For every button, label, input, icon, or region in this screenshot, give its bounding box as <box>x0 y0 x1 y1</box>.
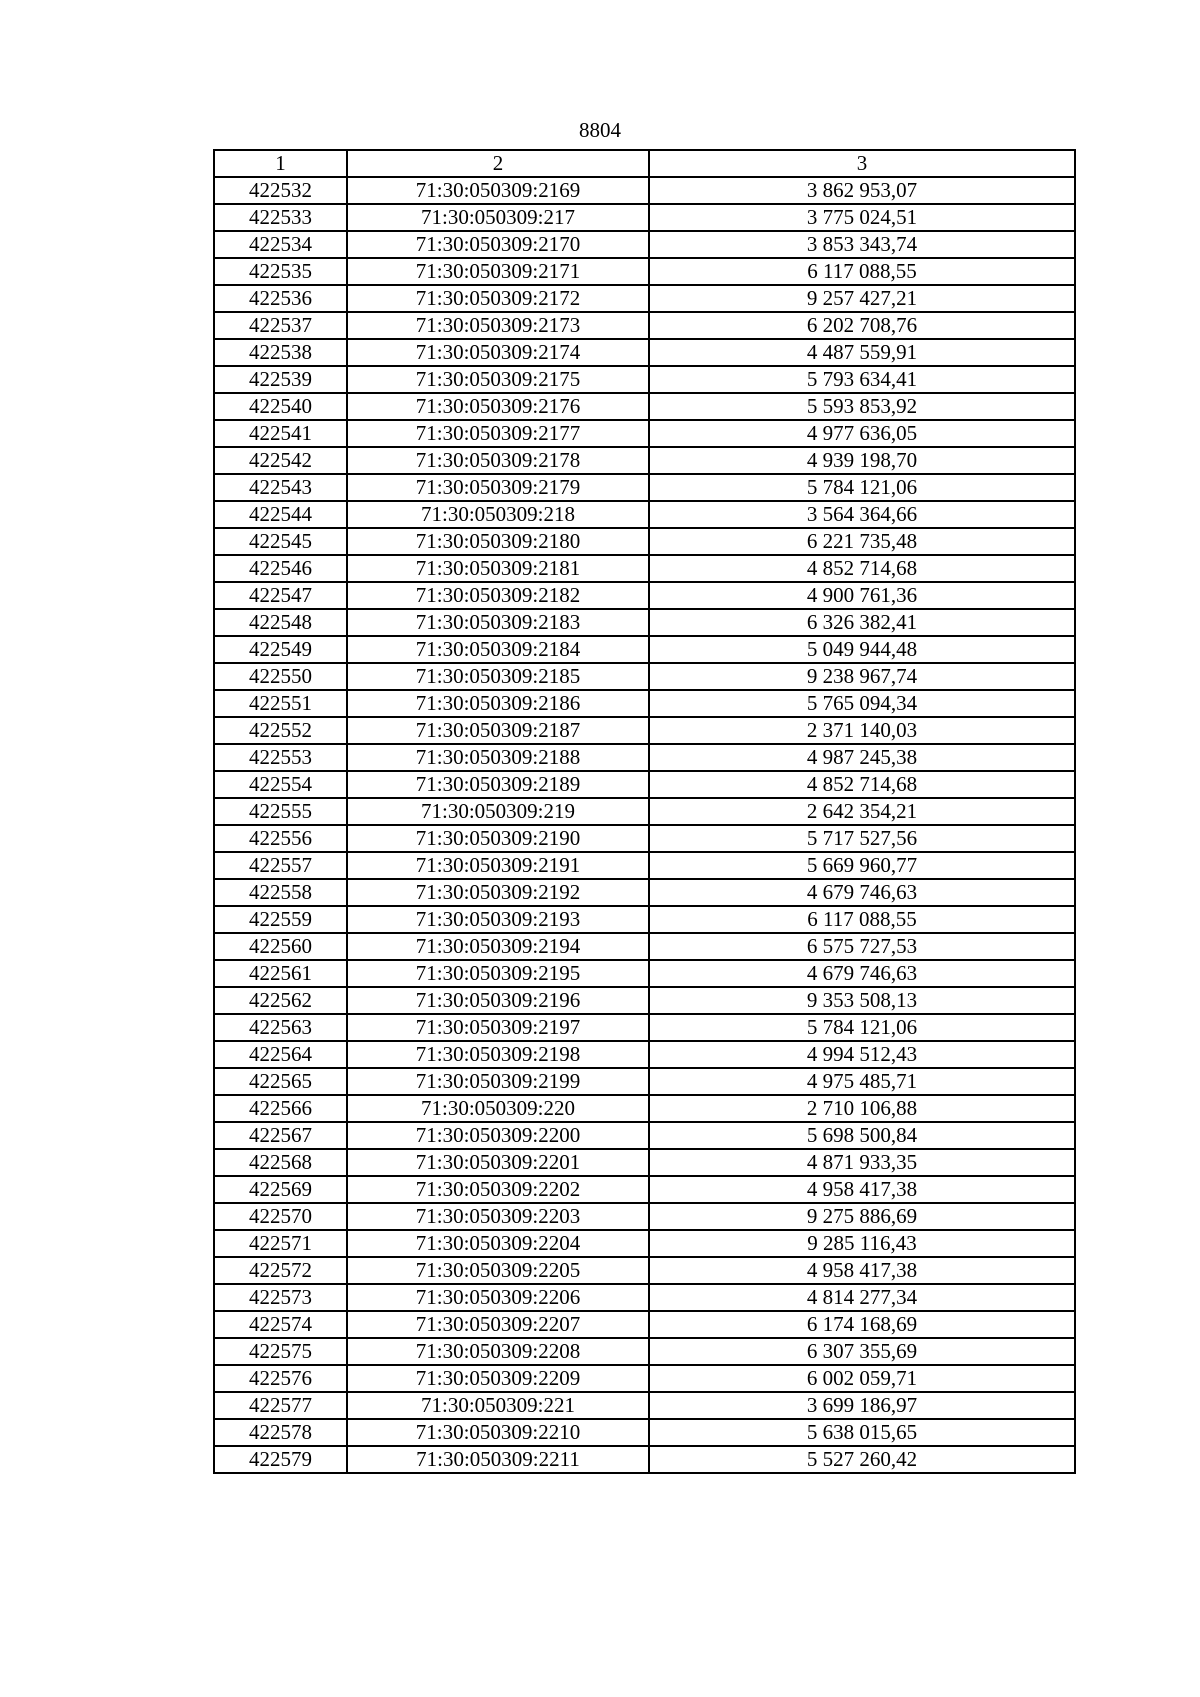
cadastral-number-cell: 71:30:050309:2170 <box>347 231 649 258</box>
table-row <box>214 393 1075 420</box>
cadastral-number-cell: 71:30:050309:2184 <box>347 636 649 663</box>
row-number-cell: 422536 <box>214 285 347 312</box>
table-row <box>214 609 1075 636</box>
value-cell: 5 669 960,77 <box>649 852 1075 879</box>
table-row <box>214 960 1075 987</box>
value-cell: 3 775 024,51 <box>649 204 1075 231</box>
value-cell: 4 987 245,38 <box>649 744 1075 771</box>
value-cell: 4 900 761,36 <box>649 582 1075 609</box>
table-row <box>214 1203 1075 1230</box>
value-cell: 9 257 427,21 <box>649 285 1075 312</box>
table-row <box>214 987 1075 1014</box>
row-number-cell: 422551 <box>214 690 347 717</box>
table-row <box>214 690 1075 717</box>
row-number-cell: 422577 <box>214 1392 347 1419</box>
value-cell: 2 710 106,88 <box>649 1095 1075 1122</box>
table-row <box>214 879 1075 906</box>
value-cell: 5 784 121,06 <box>649 474 1075 501</box>
row-number-cell: 422574 <box>214 1311 347 1338</box>
row-number-cell: 422555 <box>214 798 347 825</box>
table-row <box>214 420 1075 447</box>
cadastral-number-cell: 71:30:050309:2182 <box>347 582 649 609</box>
value-cell: 2 371 140,03 <box>649 717 1075 744</box>
row-number-cell: 422550 <box>214 663 347 690</box>
value-cell: 5 698 500,84 <box>649 1122 1075 1149</box>
value-cell: 2 642 354,21 <box>649 798 1075 825</box>
cadastral-number-cell: 71:30:050309:220 <box>347 1095 649 1122</box>
value-cell: 6 202 708,76 <box>649 312 1075 339</box>
value-cell: 5 593 853,92 <box>649 393 1075 420</box>
value-cell: 6 326 382,41 <box>649 609 1075 636</box>
cadastral-number-cell: 71:30:050309:2172 <box>347 285 649 312</box>
row-number-cell: 422568 <box>214 1149 347 1176</box>
value-cell: 5 765 094,34 <box>649 690 1075 717</box>
value-cell: 4 975 485,71 <box>649 1068 1075 1095</box>
table-row <box>214 231 1075 258</box>
row-number-cell: 422542 <box>214 447 347 474</box>
row-number-cell: 422560 <box>214 933 347 960</box>
table-row <box>214 1068 1075 1095</box>
row-number-cell: 422572 <box>214 1257 347 1284</box>
cadastral-number-cell: 71:30:050309:2208 <box>347 1338 649 1365</box>
table-row <box>214 663 1075 690</box>
value-cell: 4 679 746,63 <box>649 879 1075 906</box>
value-cell: 5 784 121,06 <box>649 1014 1075 1041</box>
value-cell: 3 853 343,74 <box>649 231 1075 258</box>
table-row <box>214 717 1075 744</box>
value-cell: 4 487 559,91 <box>649 339 1075 366</box>
table-row <box>214 1365 1075 1392</box>
row-number-cell: 422534 <box>214 231 347 258</box>
row-number-cell: 422546 <box>214 555 347 582</box>
cadastral-number-cell: 71:30:050309:2190 <box>347 825 649 852</box>
cadastral-number-cell: 71:30:050309:221 <box>347 1392 649 1419</box>
cadastral-number-cell: 71:30:050309:219 <box>347 798 649 825</box>
value-cell: 5 049 944,48 <box>649 636 1075 663</box>
value-cell: 4 939 198,70 <box>649 447 1075 474</box>
cadastral-number-cell: 71:30:050309:2193 <box>347 906 649 933</box>
row-number-cell: 422561 <box>214 960 347 987</box>
cadastral-number-cell: 71:30:050309:2204 <box>347 1230 649 1257</box>
cadastral-number-cell: 71:30:050309:2178 <box>347 447 649 474</box>
table-row <box>214 1149 1075 1176</box>
row-number-cell: 422565 <box>214 1068 347 1095</box>
table-row <box>214 258 1075 285</box>
value-cell: 5 717 527,56 <box>649 825 1075 852</box>
cadastral-number-cell: 71:30:050309:2169 <box>347 177 649 204</box>
row-number-cell: 422554 <box>214 771 347 798</box>
cadastral-number-cell: 71:30:050309:2196 <box>347 987 649 1014</box>
cadastral-number-cell: 71:30:050309:2209 <box>347 1365 649 1392</box>
cadastral-number-cell: 71:30:050309:2202 <box>347 1176 649 1203</box>
table-row <box>214 636 1075 663</box>
value-cell: 6 174 168,69 <box>649 1311 1075 1338</box>
cadastral-number-cell: 71:30:050309:2201 <box>347 1149 649 1176</box>
value-cell: 6 575 727,53 <box>649 933 1075 960</box>
cadastral-number-cell: 71:30:050309:2197 <box>347 1014 649 1041</box>
table-row <box>214 933 1075 960</box>
row-number-cell: 422570 <box>214 1203 347 1230</box>
row-number-cell: 422535 <box>214 258 347 285</box>
row-number-cell: 422540 <box>214 393 347 420</box>
value-cell: 4 852 714,68 <box>649 771 1075 798</box>
table-row <box>214 744 1075 771</box>
cadastral-number-cell: 71:30:050309:2187 <box>347 717 649 744</box>
row-number-cell: 422541 <box>214 420 347 447</box>
data-table <box>213 149 1076 1474</box>
cadastral-number-cell: 71:30:050309:2203 <box>347 1203 649 1230</box>
header-cell-2: 2 <box>347 150 649 177</box>
cadastral-number-cell: 71:30:050309:2180 <box>347 528 649 555</box>
value-cell: 4 852 714,68 <box>649 555 1075 582</box>
value-cell: 4 871 933,35 <box>649 1149 1075 1176</box>
table-row <box>214 852 1075 879</box>
table-row <box>214 1230 1075 1257</box>
cadastral-number-cell: 71:30:050309:2175 <box>347 366 649 393</box>
value-cell: 3 564 364,66 <box>649 501 1075 528</box>
cadastral-number-cell: 71:30:050309:2210 <box>347 1419 649 1446</box>
row-number-cell: 422549 <box>214 636 347 663</box>
cadastral-number-cell: 71:30:050309:2179 <box>347 474 649 501</box>
value-cell: 3 862 953,07 <box>649 177 1075 204</box>
row-number-cell: 422579 <box>214 1446 347 1473</box>
value-cell: 6 117 088,55 <box>649 906 1075 933</box>
cadastral-number-cell: 71:30:050309:2186 <box>347 690 649 717</box>
cadastral-number-cell: 71:30:050309:2198 <box>347 1041 649 1068</box>
table-row <box>214 285 1075 312</box>
cadastral-number-cell: 71:30:050309:2206 <box>347 1284 649 1311</box>
cadastral-number-cell: 71:30:050309:2199 <box>347 1068 649 1095</box>
row-number-cell: 422559 <box>214 906 347 933</box>
cadastral-number-cell: 71:30:050309:2205 <box>347 1257 649 1284</box>
row-number-cell: 422563 <box>214 1014 347 1041</box>
cadastral-number-cell: 71:30:050309:2211 <box>347 1446 649 1473</box>
table-row <box>214 312 1075 339</box>
table-row <box>214 1095 1075 1122</box>
table-row <box>214 366 1075 393</box>
row-number-cell: 422532 <box>214 177 347 204</box>
table-row <box>214 582 1075 609</box>
row-number-cell: 422567 <box>214 1122 347 1149</box>
page-number: 8804 <box>579 118 621 142</box>
table-row <box>214 1311 1075 1338</box>
table-row <box>214 1041 1075 1068</box>
cadastral-number-cell: 71:30:050309:217 <box>347 204 649 231</box>
value-cell: 5 638 015,65 <box>649 1419 1075 1446</box>
cadastral-number-cell: 71:30:050309:2183 <box>347 609 649 636</box>
table-row <box>214 447 1075 474</box>
cadastral-number-cell: 71:30:050309:2207 <box>347 1311 649 1338</box>
value-cell: 9 238 967,74 <box>649 663 1075 690</box>
table-row <box>214 339 1075 366</box>
table-row <box>214 1014 1075 1041</box>
cadastral-number-cell: 71:30:050309:218 <box>347 501 649 528</box>
cadastral-number-cell: 71:30:050309:2192 <box>347 879 649 906</box>
row-number-cell: 422533 <box>214 204 347 231</box>
table-row <box>214 1446 1075 1473</box>
value-cell: 6 002 059,71 <box>649 1365 1075 1392</box>
row-number-cell: 422564 <box>214 1041 347 1068</box>
table-row <box>214 555 1075 582</box>
value-cell: 6 307 355,69 <box>649 1338 1075 1365</box>
cadastral-number-cell: 71:30:050309:2194 <box>347 933 649 960</box>
row-number-cell: 422557 <box>214 852 347 879</box>
table-row <box>214 771 1075 798</box>
table-row <box>214 204 1075 231</box>
value-cell: 4 814 277,34 <box>649 1284 1075 1311</box>
cadastral-number-cell: 71:30:050309:2171 <box>347 258 649 285</box>
value-cell: 9 353 508,13 <box>649 987 1075 1014</box>
row-number-cell: 422538 <box>214 339 347 366</box>
value-cell: 5 527 260,42 <box>649 1446 1075 1473</box>
row-number-cell: 422556 <box>214 825 347 852</box>
table-body <box>214 150 1075 1473</box>
table-row <box>214 177 1075 204</box>
table-row <box>214 1122 1075 1149</box>
value-cell: 9 275 886,69 <box>649 1203 1075 1230</box>
row-number-cell: 422576 <box>214 1365 347 1392</box>
row-number-cell: 422575 <box>214 1338 347 1365</box>
table-row <box>214 1176 1075 1203</box>
row-number-cell: 422569 <box>214 1176 347 1203</box>
value-cell: 4 977 636,05 <box>649 420 1075 447</box>
cadastral-number-cell: 71:30:050309:2185 <box>347 663 649 690</box>
value-cell: 9 285 116,43 <box>649 1230 1075 1257</box>
value-cell: 4 994 512,43 <box>649 1041 1075 1068</box>
value-cell: 6 221 735,48 <box>649 528 1075 555</box>
cadastral-number-cell: 71:30:050309:2195 <box>347 960 649 987</box>
row-number-cell: 422544 <box>214 501 347 528</box>
row-number-cell: 422553 <box>214 744 347 771</box>
table-row <box>214 1257 1075 1284</box>
table-row <box>214 1338 1075 1365</box>
cadastral-number-cell: 71:30:050309:2181 <box>347 555 649 582</box>
table-row <box>214 1284 1075 1311</box>
row-number-cell: 422537 <box>214 312 347 339</box>
cadastral-number-cell: 71:30:050309:2191 <box>347 852 649 879</box>
value-cell: 6 117 088,55 <box>649 258 1075 285</box>
row-number-cell: 422539 <box>214 366 347 393</box>
header-cell-1: 1 <box>214 150 347 177</box>
table-row <box>214 1419 1075 1446</box>
value-cell: 3 699 186,97 <box>649 1392 1075 1419</box>
value-cell: 5 793 634,41 <box>649 366 1075 393</box>
cadastral-number-cell: 71:30:050309:2174 <box>347 339 649 366</box>
value-cell: 4 958 417,38 <box>649 1257 1075 1284</box>
table-row <box>214 825 1075 852</box>
cadastral-number-cell: 71:30:050309:2200 <box>347 1122 649 1149</box>
row-number-cell: 422573 <box>214 1284 347 1311</box>
row-number-cell: 422571 <box>214 1230 347 1257</box>
table-row <box>214 798 1075 825</box>
header-cell-3: 3 <box>649 150 1075 177</box>
row-number-cell: 422566 <box>214 1095 347 1122</box>
cadastral-number-cell: 71:30:050309:2177 <box>347 420 649 447</box>
value-cell: 4 679 746,63 <box>649 960 1075 987</box>
row-number-cell: 422552 <box>214 717 347 744</box>
value-cell: 4 958 417,38 <box>649 1176 1075 1203</box>
cadastral-number-cell: 71:30:050309:2189 <box>347 771 649 798</box>
table-row <box>214 906 1075 933</box>
row-number-cell: 422548 <box>214 609 347 636</box>
row-number-cell: 422558 <box>214 879 347 906</box>
row-number-cell: 422545 <box>214 528 347 555</box>
table-row <box>214 1392 1075 1419</box>
row-number-cell: 422547 <box>214 582 347 609</box>
cadastral-number-cell: 71:30:050309:2188 <box>347 744 649 771</box>
cadastral-number-cell: 71:30:050309:2173 <box>347 312 649 339</box>
row-number-cell: 422543 <box>214 474 347 501</box>
table-row <box>214 474 1075 501</box>
header-row <box>214 150 1075 177</box>
cadastral-number-cell: 71:30:050309:2176 <box>347 393 649 420</box>
row-number-cell: 422578 <box>214 1419 347 1446</box>
table-row <box>214 501 1075 528</box>
row-number-cell: 422562 <box>214 987 347 1014</box>
table-row <box>214 528 1075 555</box>
